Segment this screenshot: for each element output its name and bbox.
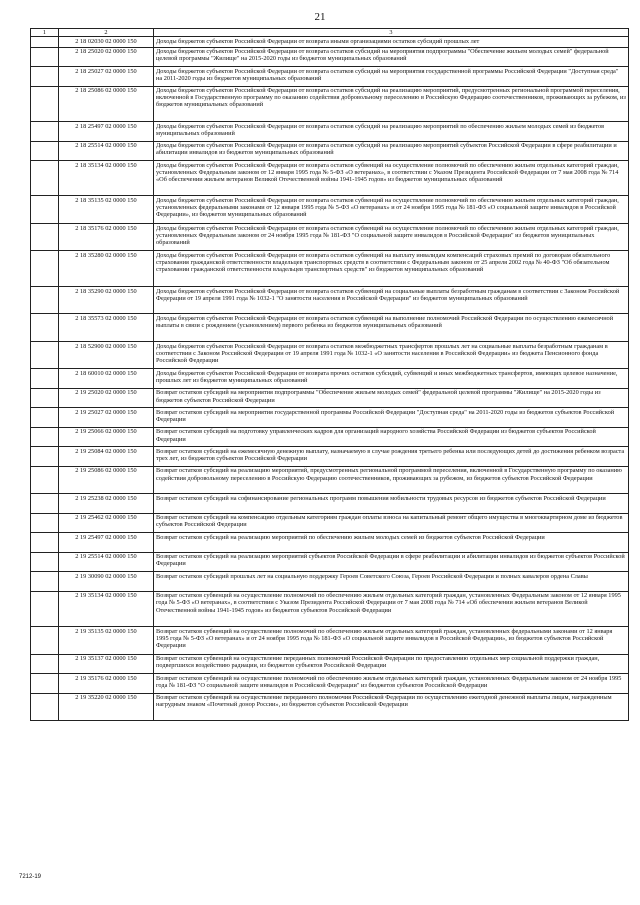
table-row	[31, 494, 629, 513]
table-row	[31, 196, 629, 223]
table-row	[31, 466, 629, 493]
revenue-name-cell: Возврат остатков субвенций на осуществление переданного полномочия Российской Федерации по осуществлению ежегодной денежной выплаты лицам, награжденным нагрудным знаком «Почетный донор России», из бюджетов субъектов Российской Федерации	[154, 693, 629, 720]
revenue-name-cell: Доходы бюджетов субъектов Российской Федерации от возврата остатков субвенций на осуществление полномочий по обеспечению жильем отдельных категорий граждан, установленных Федеральным законом от 12 января 1995 года № 5-ФЗ «О ветеранах», в соответствии с Указом Президента Российской Федерации от 7 мая 2008 года № 714 «Об обеспечении жильем ветеранов Великой Отечественной войны 1941-1945 годов» из бюджетов муниципальных образований	[154, 161, 629, 196]
revenue-name-cell: Возврат остатков субсидий на софинансирование региональных программ повышения мобильности трудовых ресурсов из бюджетов субъектов Российской Федерации	[154, 494, 629, 513]
row-index-cell	[31, 369, 59, 388]
table-row	[31, 86, 629, 121]
budget-code-cell: 2 18 25020 02 0000 150	[59, 47, 154, 66]
revenue-name-cell: Доходы бюджетов субъектов Российской Федерации от возврата остатков субсидий на реализацию мероприятий субъектов Российской Федерации в сфере реабилитации и абилитации инвалидов из бюджетов муниципальных образований	[154, 141, 629, 160]
budget-code-cell: 2 19 25020 02 0000 150	[59, 388, 154, 407]
budget-code-cell: 2 18 35280 02 0000 150	[59, 251, 154, 286]
table-row	[31, 591, 629, 626]
table-row	[31, 388, 629, 407]
row-index-cell	[31, 341, 59, 368]
row-index-cell	[31, 47, 59, 66]
budget-code-cell: 2 19 25084 02 0000 150	[59, 447, 154, 466]
revenue-name-cell: Доходы бюджетов субъектов Российской Федерации от возврата остатков субсидий на мероприятия государственной программы Российской Федерации "Доступная среда" на 2011-2020 годы из бюджетов муниципальных образований	[154, 67, 629, 86]
budget-code-cell: 2 19 25086 02 0000 150	[59, 466, 154, 493]
revenue-name-cell: Возврат остатков субсидий на реализацию мероприятий по обеспечению жильем молодых семей из бюджетов субъектов Российской Федерации	[154, 533, 629, 552]
revenue-name-cell: Доходы бюджетов субъектов Российской Федерации от возврата остатков субвенций на осуществление полномочий по обеспечению жильем отдельных категорий граждан, установленных Федеральным законом от 24 ноября 1995 года № 181-ФЗ "О социальной защите инвалидов в Российской Федерации" из бюджетов муниципальных образований	[154, 223, 629, 250]
row-index-cell	[31, 161, 59, 196]
revenue-name-cell: Доходы бюджетов субъектов Российской Федерации от возврата остатков субсидий на реализацию мероприятий, предусмотренных региональной программой переселения, включенной в Государственную программу по оказанию содействия добровольному переселению в Российскую Федерацию соотечественников, проживающих за рубежом, из бюджетов муниципальных образований	[154, 86, 629, 121]
table-row	[31, 251, 629, 286]
row-index-cell	[31, 314, 59, 341]
footer-code: 7212-19	[19, 874, 42, 880]
budget-code-cell: 2 19 35134 02 0000 150	[59, 591, 154, 626]
row-index-cell	[31, 388, 59, 407]
table-row	[31, 572, 629, 591]
revenue-name-cell: Доходы бюджетов субъектов Российской Федерации от возврата иными организациями остатков субсидий прошлых лет	[154, 37, 629, 47]
row-index-cell	[31, 427, 59, 446]
budget-code-cell: 2 19 25514 02 0000 150	[59, 552, 154, 571]
budget-code-cell: 2 18 35135 02 0000 150	[59, 196, 154, 223]
revenue-name-cell: Возврат остатков субсидий на мероприятия подпрограммы "Обеспечение жильем молодых семей" федеральной целевой программы "Жилище" на 2015-2020 годы из бюджетов субъектов Российской Федерации	[154, 388, 629, 407]
revenue-name-cell: Возврат остатков субсидий на мероприятия государственной программы Российской Федерации "Доступная среда" на 2011-2020 годы из бюджетов субъектов Российской Федерации	[154, 408, 629, 427]
budget-code-cell: 2 19 35137 02 0000 150	[59, 654, 154, 673]
budget-code-cell: 2 19 25462 02 0000 150	[59, 513, 154, 532]
revenue-name-cell: Возврат остатков субсидий на реализацию мероприятий субъектов Российской Федерации в сфере реабилитации и абилитации инвалидов из бюджетов субъектов Российской Федерации	[154, 552, 629, 571]
column-header-2: 2	[59, 29, 154, 37]
budget-code-cell: 2 18 25514 02 0000 150	[59, 141, 154, 160]
table-row	[31, 654, 629, 673]
revenue-codes-table-container	[30, 28, 628, 721]
revenue-name-cell: Возврат остатков субсидий на ежемесячную денежную выплату, назначаемую в случае рождения третьего ребенка или последующих детей до достижения ребенком возраста трех лет, из бюджетов субъектов Российской Федерации	[154, 447, 629, 466]
revenue-name-cell: Возврат остатков субсидий на реализацию мероприятий, предусмотренных региональной программой переселения, включенной в Государственную программу по оказанию содействия добровольному переселению в Российскую Федерацию соотечественников, проживающих за рубежом, из бюджетов субъектов Российской Федерации	[154, 466, 629, 493]
table-row	[31, 47, 629, 66]
table-row	[31, 314, 629, 341]
budget-code-cell: 2 18 25086 02 0000 150	[59, 86, 154, 121]
budget-code-cell: 2 18 35573 02 0000 150	[59, 314, 154, 341]
budget-code-cell: 2 19 25066 02 0000 150	[59, 427, 154, 446]
table-row	[31, 223, 629, 250]
revenue-name-cell: Доходы бюджетов субъектов Российской Федерации от возврата остатков субвенций на выплату инвалидам компенсаций страховых премий по договорам обязательного страхования гражданской ответственности владельцев транспортных средств в соответствии с Федеральным законом от 25 апреля 2002 года № 40-ФЗ "Об обязательном страховании гражданской ответственности владельцев транспортных средств" из бюджетов муниципальных образований	[154, 251, 629, 286]
table-row	[31, 286, 629, 313]
row-index-cell	[31, 533, 59, 552]
table-row	[31, 141, 629, 160]
table-row	[31, 161, 629, 196]
table-row	[31, 447, 629, 466]
row-index-cell	[31, 627, 59, 654]
row-index-cell	[31, 572, 59, 591]
revenue-name-cell: Возврат остатков субсидий прошлых лет на социальную поддержку Героев Советского Союза, Героев Российской Федерации и полных кавалеров ордена Славы	[154, 572, 629, 591]
revenue-name-cell: Доходы бюджетов субъектов Российской Федерации от возврата остатков субвенций на социальные выплаты безработным гражданам в соответствии с Законом Российской Федерации от 19 апреля 1991 года № 1032-1 "О занятости населения в Российской Федерации" из бюджетов муниципальных образований	[154, 286, 629, 313]
revenue-name-cell: Возврат остатков субвенций на осуществление переданных полномочий Российской Федерации по предоставлению отдельных мер социальной поддержки граждан, подвергшихся воздействию радиации, из бюджетов субъектов Российской Федерации	[154, 654, 629, 673]
table-row	[31, 627, 629, 654]
budget-code-cell: 2 18 02030 02 0000 150	[59, 37, 154, 47]
row-index-cell	[31, 251, 59, 286]
revenue-codes-table	[30, 28, 629, 721]
row-index-cell	[31, 654, 59, 673]
page-number: 21	[314, 11, 326, 23]
table-row	[31, 67, 629, 86]
row-index-cell	[31, 494, 59, 513]
row-index-cell	[31, 141, 59, 160]
budget-code-cell: 2 18 25027 02 0000 150	[59, 67, 154, 86]
table-row	[31, 369, 629, 388]
table-row	[31, 37, 629, 47]
table-row	[31, 513, 629, 532]
row-index-cell	[31, 408, 59, 427]
row-index-cell	[31, 552, 59, 571]
revenue-name-cell: Доходы бюджетов субъектов Российской Федерации от возврата остатков субвенций на осуществление полномочий по обеспечению жильем отдельных категорий граждан, установленных федеральными законами от 12 января 1995 года № 5-ФЗ «О ветеранах» и от 24 ноября 1995 года № 181-ФЗ «О социальной защите инвалидов в Российской Федерации», из бюджетов муниципальных образований	[154, 196, 629, 223]
row-index-cell	[31, 196, 59, 223]
budget-code-cell: 2 18 52900 02 0000 150	[59, 341, 154, 368]
revenue-name-cell: Возврат остатков субвенций на осуществление полномочий по обеспечению жильем отдельных категорий граждан, установленных федеральными законами от 12 января 1995 года № 5-ФЗ «О ветеранах» и от 24 ноября 1995 года № 181-ФЗ «О социальной защите инвалидов в Российской Федерации», из бюджетов субъектов Российской Федерации	[154, 627, 629, 654]
table-row	[31, 552, 629, 571]
table-row	[31, 122, 629, 141]
budget-code-cell: 2 18 35176 02 0000 150	[59, 223, 154, 250]
revenue-name-cell: Доходы бюджетов субъектов Российской Федерации от возврата прочих остатков субсидий, субвенций и иных межбюджетных трансфертов, имеющих целевое назначение, прошлых лет из бюджетов муниципальных образований	[154, 369, 629, 388]
revenue-name-cell: Доходы бюджетов субъектов Российской Федерации от возврата остатков субвенций на выполнение полномочий Российской Федерации по осуществлению ежемесячной выплаты в связи с рождением (усыновлением) первого ребенка из бюджетов муниципальных образований	[154, 314, 629, 341]
table-row	[31, 674, 629, 693]
revenue-name-cell: Возврат остатков субсидий на подготовку управленческих кадров для организаций народного хозяйства Российской Федерации из бюджетов субъектов Российской Федерации	[154, 427, 629, 446]
revenue-name-cell: Доходы бюджетов субъектов Российской Федерации от возврата остатков межбюджетных трансфертов прошлых лет на социальные выплаты безработным гражданам в соответствии с Законом Российской Федерации от 19 апреля 1991 года № 1032-1 «О занятости населения в Российской Федерации» из бюджета Пенсионного фонда Российской Федерации	[154, 341, 629, 368]
budget-code-cell: 2 18 35134 02 0000 150	[59, 161, 154, 196]
budget-code-cell: 2 19 35220 02 0000 150	[59, 693, 154, 720]
budget-code-cell: 2 19 30090 02 0000 150	[59, 572, 154, 591]
row-index-cell	[31, 37, 59, 47]
table-row	[31, 533, 629, 552]
column-header-3: 3	[154, 29, 629, 37]
budget-code-cell: 2 18 25497 02 0000 150	[59, 122, 154, 141]
budget-code-cell: 2 19 35135 02 0000 150	[59, 627, 154, 654]
budget-code-cell: 2 19 35176 02 0000 150	[59, 674, 154, 693]
table-row	[31, 693, 629, 720]
table-header-row	[31, 29, 629, 37]
budget-code-cell: 2 18 35290 02 0000 150	[59, 286, 154, 313]
revenue-name-cell: Возврат остатков субсидий на компенсацию отдельным категориям граждан оплаты взноса на капитальный ремонт общего имущества в многоквартирном доме из бюджетов субъектов Российской Федерации	[154, 513, 629, 532]
row-index-cell	[31, 466, 59, 493]
revenue-name-cell: Доходы бюджетов субъектов Российской Федерации от возврата остатков субсидий на мероприятия подпрограммы "Обеспечение жильем молодых семей" федеральной целевой программы "Жилище" на 2015-2020 годы из бюджетов муниципальных образований	[154, 47, 629, 66]
row-index-cell	[31, 693, 59, 720]
row-index-cell	[31, 67, 59, 86]
budget-code-cell: 2 19 25027 02 0000 150	[59, 408, 154, 427]
budget-code-cell: 2 19 25238 02 0000 150	[59, 494, 154, 513]
row-index-cell	[31, 86, 59, 121]
column-header-1: 1	[31, 29, 59, 37]
budget-code-cell: 2 18 60010 02 0000 150	[59, 369, 154, 388]
revenue-name-cell: Доходы бюджетов субъектов Российской Федерации от возврата остатков субсидий на реализацию мероприятий по обеспечению жильем молодых семей из бюджетов муниципальных образований	[154, 122, 629, 141]
table-row	[31, 427, 629, 446]
budget-code-cell: 2 19 25497 02 0000 150	[59, 533, 154, 552]
row-index-cell	[31, 513, 59, 532]
row-index-cell	[31, 447, 59, 466]
row-index-cell	[31, 122, 59, 141]
row-index-cell	[31, 591, 59, 626]
revenue-name-cell: Возврат остатков субвенций на осуществление полномочий по обеспечению жильем отдельных категорий граждан, установленных Федеральным законом от 12 января 1995 года № 5-ФЗ «О ветеранах», в соответствии с Указом Президента Российской Федерации от 7 мая 2008 года № 714 «Об обеспечении жильем ветеранов Великой Отечественной войны 1941-1945 годов» из бюджетов субъектов Российской Федерации	[154, 591, 629, 626]
table-row	[31, 341, 629, 368]
row-index-cell	[31, 286, 59, 313]
row-index-cell	[31, 674, 59, 693]
revenue-name-cell: Возврат остатков субвенций на осуществление полномочий по обеспечению жильем отдельных категорий граждан, установленных Федеральным законом от 24 ноября 1995 года № 181-ФЗ "О социальной защите инвалидов в Российской Федерации" из бюджетов субъектов Российской Федерации	[154, 674, 629, 693]
row-index-cell	[31, 223, 59, 250]
table-row	[31, 408, 629, 427]
table-body	[31, 37, 629, 721]
